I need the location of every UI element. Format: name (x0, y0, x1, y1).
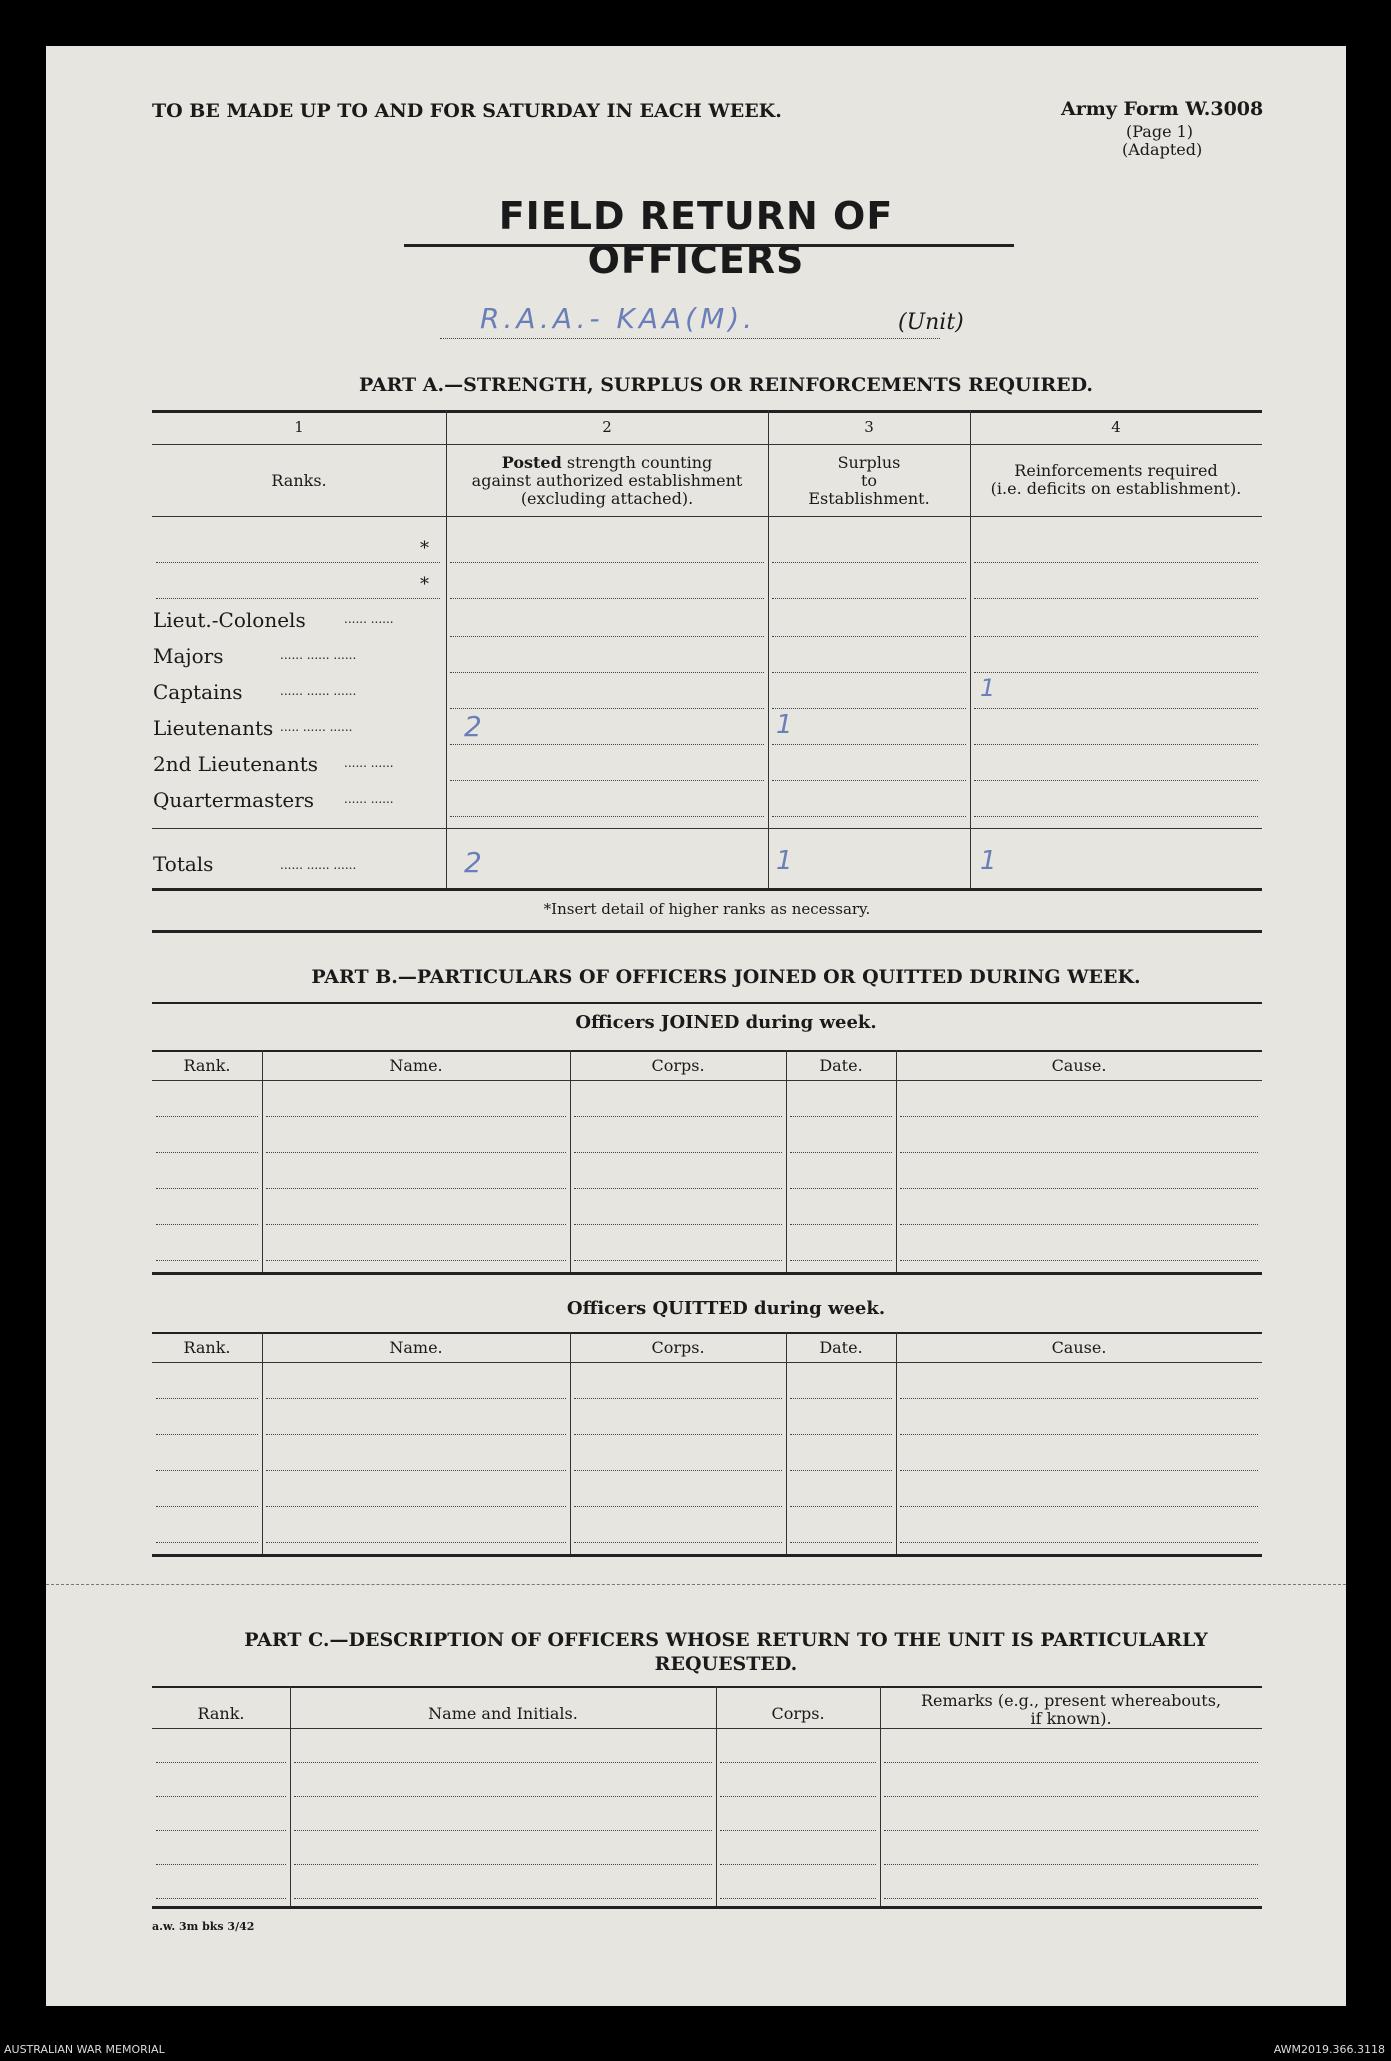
row-dotline (574, 1260, 782, 1261)
part-a-footnote: *Insert detail of higher ranks as necessary. (543, 900, 871, 918)
column-header: Rank. (197, 1704, 245, 1723)
quitted-title-pre: Officers (566, 1298, 653, 1319)
column-separator (896, 1050, 897, 1272)
totals-reinforcements: 1 (980, 846, 997, 876)
data-cell-dotline (450, 780, 764, 781)
row-dotline (900, 1542, 1258, 1543)
row-dotline (266, 1434, 566, 1435)
header-rule (152, 1362, 1262, 1363)
rank-label: Lieut.-Colonels (153, 608, 306, 632)
row-dotline (900, 1470, 1258, 1471)
rank-label: Majors (153, 644, 224, 668)
data-cell-dotline (772, 780, 966, 781)
row-dotline (884, 1796, 1258, 1797)
weekly-instruction: TO BE MADE UP TO AND FOR SATURDAY IN EACH WEEK. (152, 100, 782, 122)
row-dotline (790, 1542, 892, 1543)
form-sheet (46, 46, 1346, 2006)
row-dotline (156, 1224, 258, 1225)
reinforcements-header (970, 462, 1262, 498)
row-dotline (156, 1260, 258, 1261)
rank-leader: ...... ...... (344, 756, 394, 770)
part-a-totals-rule (152, 828, 1262, 829)
row-dotline (156, 1398, 258, 1399)
row-dotline (790, 1116, 892, 1117)
captains-reinforcements: 1 (980, 674, 996, 702)
part-a-top-rule (152, 410, 1262, 413)
rank-leader: ..... ...... ...... (280, 720, 353, 734)
data-cell-dotline (772, 744, 966, 745)
asterisk-1: * (420, 538, 429, 559)
row-dotline (156, 1470, 258, 1471)
row-dotline (900, 1116, 1258, 1117)
rank-label: Lieutenants (153, 716, 274, 740)
row-dotline (720, 1796, 876, 1797)
data-cell-dotline (450, 744, 764, 745)
row-dotline (574, 1542, 782, 1543)
row-dotline (294, 1796, 712, 1797)
part-a-header-rule (152, 516, 1262, 517)
data-cell-dotline (974, 744, 1258, 745)
row-dotline (884, 1864, 1258, 1865)
row-dotline (900, 1506, 1258, 1507)
row-dotline (790, 1152, 892, 1153)
column-separator (716, 1686, 717, 1906)
col-number-1: 1 (294, 418, 304, 436)
row-dotline (884, 1830, 1258, 1831)
surplus-header-line2: to (860, 471, 878, 490)
row-dotline (574, 1434, 782, 1435)
data-cell-dotline (450, 816, 764, 817)
column-header: Name and Initials. (428, 1704, 578, 1723)
table-bottom-rule (152, 1272, 1262, 1275)
reinforcements-header-line1: Reinforcements required (1014, 461, 1218, 480)
reinforcements-header-line2: (i.e. deficits on establishment). (990, 479, 1242, 498)
column-separator (262, 1050, 263, 1272)
quitted-title-key: QUITTED (652, 1298, 748, 1319)
column-header: Date. (819, 1056, 863, 1075)
row-dotline (156, 1434, 258, 1435)
remarks-header-line1: Remarks (e.g., present whereabouts, (920, 1691, 1222, 1710)
part-b-rule (152, 1002, 1262, 1004)
remarks-header-line2: if known). (1030, 1709, 1112, 1728)
joined-title-post: during week. (739, 1012, 877, 1033)
rank-leader: ...... ...... (344, 792, 394, 806)
row-dotline (884, 1898, 1258, 1899)
column-header: Cause. (1051, 1338, 1107, 1357)
rank-leader: ...... ...... ...... (280, 684, 357, 698)
row-dotline (884, 1762, 1258, 1763)
data-cell-dotline (772, 562, 966, 563)
perforation-line (46, 1584, 1346, 1585)
row-dotline (900, 1398, 1258, 1399)
row-dotline (900, 1434, 1258, 1435)
row-dotline (574, 1470, 782, 1471)
data-cell-dotline (974, 636, 1258, 637)
quitted-title-post: during week. (747, 1298, 886, 1319)
archive-name: AUSTRALIAN WAR MEMORIAL (4, 2043, 165, 2056)
row-dotline (294, 1898, 712, 1899)
data-cell-dotline (772, 636, 966, 637)
row-dotline (156, 1796, 286, 1797)
asterisk-2: * (420, 574, 429, 595)
posted-header-bold: Posted (501, 453, 562, 472)
column-header: Corps. (771, 1704, 825, 1723)
column-header: Corps. (651, 1056, 705, 1075)
row-dotline (574, 1152, 782, 1153)
column-separator (262, 1332, 263, 1554)
joined-title-key: JOINED (660, 1012, 740, 1033)
data-cell-dotline (450, 562, 764, 563)
surplus-header-line1: Surplus (837, 453, 901, 472)
column-separator (786, 1050, 787, 1272)
row-dotline (900, 1188, 1258, 1189)
row-dotline (266, 1152, 566, 1153)
table-bottom-rule (152, 1906, 1262, 1909)
data-cell-dotline (974, 562, 1258, 563)
row-dotline (574, 1506, 782, 1507)
unit-handwritten: R.A.A.- KAA(M). (480, 302, 757, 335)
remarks-header (880, 1692, 1262, 1728)
part-b-heading: PART B.—PARTICULARS OF OFFICERS JOINED OR QUITTED DURING WEEK. (311, 966, 1141, 988)
row-dotline (156, 1116, 258, 1117)
posted-header (446, 454, 768, 508)
adapted-note: (Adapted) (1122, 140, 1203, 159)
page-number: (Page 1) (1126, 122, 1194, 141)
row-dotline (900, 1152, 1258, 1153)
row-dotline (790, 1224, 892, 1225)
column-separator (290, 1686, 291, 1906)
posted-header-line2: against authorized establishment (471, 471, 743, 490)
row-dotline (266, 1506, 566, 1507)
part-a-heading: PART A.—STRENGTH, SURPLUS OR REINFORCEMENTS REQUIRED. (358, 374, 1094, 396)
col-number-4: 4 (1111, 418, 1121, 436)
row-dotline (294, 1864, 712, 1865)
column-separator (786, 1332, 787, 1554)
rank-label: Captains (153, 680, 243, 704)
row-dotline (790, 1398, 892, 1399)
col-number-2: 2 (602, 418, 612, 436)
column-header: Rank. (183, 1338, 231, 1357)
totals-leader: ...... ...... ...... (280, 858, 357, 872)
column-header: Corps. (651, 1338, 705, 1357)
data-cell-dotline (450, 708, 764, 709)
row-dotline (790, 1434, 892, 1435)
table-bottom-rule (152, 1554, 1262, 1557)
data-cell-dotline (974, 672, 1258, 673)
extra-rank-dotline-2 (156, 598, 440, 599)
row-dotline (266, 1542, 566, 1543)
unit-label: (Unit) (898, 310, 964, 335)
form-number: Army Form W.3008 (1061, 98, 1264, 120)
data-cell-dotline (772, 598, 966, 599)
column-header: Name. (389, 1056, 443, 1075)
row-dotline (266, 1470, 566, 1471)
archive-id: AWM2019.366.3118 (1273, 2043, 1385, 2056)
column-separator (896, 1332, 897, 1554)
print-code: a.w. 3m bks 3/42 (152, 1920, 255, 1933)
totals-label: Totals (153, 852, 214, 876)
part-a-end-rule (152, 930, 1262, 933)
row-dotline (156, 1506, 258, 1507)
row-dotline (790, 1260, 892, 1261)
row-dotline (574, 1398, 782, 1399)
row-dotline (720, 1898, 876, 1899)
totals-posted: 2 (464, 846, 482, 879)
data-cell-dotline (974, 708, 1258, 709)
column-header: Date. (819, 1338, 863, 1357)
row-dotline (720, 1762, 876, 1763)
row-dotline (266, 1188, 566, 1189)
row-dotline (156, 1188, 258, 1189)
row-dotline (156, 1542, 258, 1543)
posted-header-rest: strength counting (561, 453, 713, 472)
totals-surplus: 1 (776, 846, 793, 876)
joined-table-top-rule (152, 1050, 1262, 1052)
data-cell-dotline (974, 816, 1258, 817)
quitted-table-top-rule (152, 1332, 1262, 1334)
col-number-3: 3 (864, 418, 874, 436)
unit-dotted-line (440, 338, 940, 339)
data-cell-dotline (772, 816, 966, 817)
row-dotline (266, 1398, 566, 1399)
column-separator (880, 1686, 881, 1906)
part-c-top-rule (152, 1686, 1262, 1688)
joined-title-pre: Officers (575, 1012, 661, 1033)
row-dotline (720, 1830, 876, 1831)
column-header: Name. (389, 1338, 443, 1357)
part-a-num-rule (152, 444, 1262, 445)
data-cell-dotline (974, 598, 1258, 599)
page-title: FIELD RETURN OF OFFICERS (498, 194, 894, 282)
archive-footer (0, 2040, 1391, 2061)
joined-title (116, 1012, 1336, 1033)
row-dotline (156, 1830, 286, 1831)
column-header: Cause. (1051, 1056, 1107, 1075)
part-a-bottom-rule (152, 888, 1262, 891)
title-underline (404, 244, 1014, 247)
extra-rank-dotline-1 (156, 562, 440, 563)
quitted-title (116, 1298, 1336, 1319)
row-dotline (574, 1116, 782, 1117)
row-dotline (574, 1224, 782, 1225)
part-c-heading-line2: REQUESTED. (654, 1653, 798, 1675)
rank-label: Quartermasters (153, 788, 315, 812)
row-dotline (574, 1188, 782, 1189)
row-dotline (266, 1116, 566, 1117)
row-dotline (266, 1224, 566, 1225)
rank-leader: ...... ...... ...... (280, 648, 357, 662)
row-dotline (156, 1864, 286, 1865)
row-dotline (156, 1152, 258, 1153)
data-cell-dotline (772, 708, 966, 709)
data-cell-dotline (772, 672, 966, 673)
header-rule (152, 1080, 1262, 1081)
row-dotline (900, 1260, 1258, 1261)
column-separator (570, 1050, 571, 1272)
row-dotline (790, 1506, 892, 1507)
rank-leader: ...... ...... (344, 612, 394, 626)
header-rule (152, 1728, 1262, 1729)
data-cell-dotline (974, 780, 1258, 781)
lieutenants-surplus: 1 (776, 710, 793, 740)
lieutenants-posted: 2 (464, 710, 482, 743)
row-dotline (720, 1864, 876, 1865)
column-separator (570, 1332, 571, 1554)
row-dotline (900, 1224, 1258, 1225)
data-cell-dotline (450, 672, 764, 673)
row-dotline (294, 1830, 712, 1831)
row-dotline (790, 1470, 892, 1471)
posted-header-line3: (excluding attached). (520, 489, 694, 508)
column-header: Rank. (183, 1056, 231, 1075)
row-dotline (156, 1898, 286, 1899)
surplus-header (768, 454, 970, 508)
row-dotline (266, 1260, 566, 1261)
surplus-header-line3: Establishment. (808, 489, 930, 508)
part-c-heading-line1: PART C.—DESCRIPTION OF OFFICERS WHOSE RETURN TO THE UNIT IS PARTICULARLY (244, 1629, 1208, 1651)
data-cell-dotline (450, 598, 764, 599)
row-dotline (790, 1188, 892, 1189)
rank-label: 2nd Lieutenants (153, 752, 319, 776)
data-cell-dotline (450, 636, 764, 637)
row-dotline (156, 1762, 286, 1763)
part-c-heading (116, 1628, 1336, 1676)
row-dotline (294, 1762, 712, 1763)
ranks-header: Ranks. (271, 471, 327, 490)
